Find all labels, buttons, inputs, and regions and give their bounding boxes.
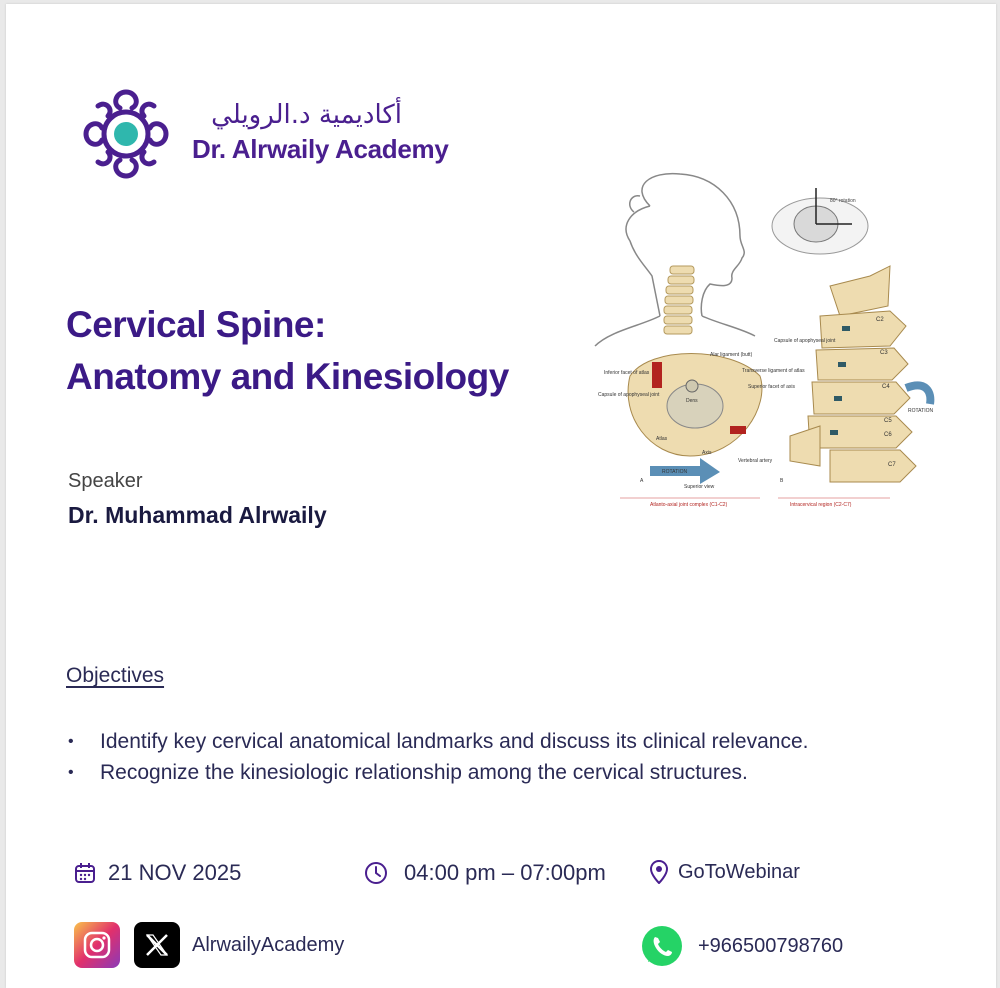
speaker-label: Speaker	[68, 470, 143, 492]
label-dens: Dens	[686, 398, 698, 404]
objective-text: Recognize the kinesiologic relationship among the cervical structures.	[100, 761, 748, 784]
objective-item	[66, 757, 808, 788]
label-rotation-left: ROTATION	[662, 469, 688, 475]
calendar-icon	[74, 862, 96, 884]
whatsapp-contact	[638, 922, 843, 970]
event-title	[66, 299, 509, 403]
label-rotation-right: ROTATION	[908, 408, 934, 414]
bullet-icon: •	[68, 733, 74, 750]
label-superior-facet: Superior facet of axis	[748, 384, 795, 390]
label-alar: Alar ligament (butt)	[710, 352, 753, 358]
cervical-column-drawing	[790, 266, 916, 482]
label-inferior-facet: Inferior facet of atlas	[604, 370, 650, 376]
event-time-text: 04:00 pm – 07:00pm	[404, 860, 606, 885]
title-line-2: Anatomy and Kinesiology	[66, 356, 509, 397]
label-transverse: Transverse ligament of atlas	[742, 368, 805, 374]
brand-name-arabic: أكاديمية د.الرويلي	[211, 100, 402, 130]
speaker-name: Dr. Muhammad Alrwaily	[68, 502, 327, 528]
instagram-icon[interactable]	[74, 922, 120, 968]
label-c4: C4	[882, 384, 890, 390]
event-platform	[650, 860, 800, 884]
bullet-icon: •	[68, 764, 74, 781]
label-axis: Axis	[702, 450, 712, 456]
x-twitter-icon[interactable]	[134, 922, 180, 968]
label-c5: C5	[884, 418, 892, 424]
objectives-list	[66, 726, 808, 788]
social-links	[74, 922, 344, 968]
label-superior-view: Superior view	[684, 484, 715, 490]
label-vertebral-artery: Vertebral artery	[738, 458, 773, 464]
objective-item	[66, 726, 808, 757]
brand-name-english: Dr. Alrwaily Academy	[192, 134, 449, 164]
caption-panel-a: Atlanto-axial joint complex (C1-C2)	[650, 502, 728, 508]
label-c6: C6	[884, 432, 892, 438]
rotation-diagram	[772, 188, 868, 254]
objectives-heading: Objectives	[66, 664, 165, 687]
caption-panel-b: Intracervical region (C2-C7)	[790, 502, 852, 508]
location-pin-icon	[650, 860, 668, 884]
event-platform-text: GoToWebinar	[678, 860, 800, 883]
flyer-sheet	[6, 4, 996, 988]
social-handle[interactable]: AlrwailyAcademy	[192, 933, 345, 956]
event-date	[74, 860, 241, 886]
event-date-text: 21 NOV 2025	[108, 860, 242, 885]
label-c2: C2	[876, 317, 884, 323]
label-c3: C3	[880, 350, 888, 356]
event-time	[364, 860, 606, 886]
label-capsule-left: Capsule of apophyseal joint	[598, 392, 660, 398]
label-rotation-top: 80° rotation	[830, 198, 856, 204]
title-line-1: Cervical Spine:	[66, 304, 326, 345]
objective-text: Identify key cervical anatomical landmarks and discuss its clinical relevance.	[100, 730, 809, 753]
whatsapp-icon[interactable]	[638, 922, 686, 970]
label-panel-a: A	[640, 478, 644, 484]
label-c7: C7	[888, 462, 896, 468]
label-atlas: Atlas	[656, 436, 668, 442]
academy-logo-icon	[78, 84, 174, 184]
clock-icon	[364, 861, 388, 885]
whatsapp-number[interactable]: +966500798760	[698, 934, 844, 957]
label-capsule-right: Capsule of apophyseal joint	[774, 338, 836, 344]
cervical-spine-illustration	[590, 166, 950, 511]
label-panel-b: B	[780, 478, 784, 484]
